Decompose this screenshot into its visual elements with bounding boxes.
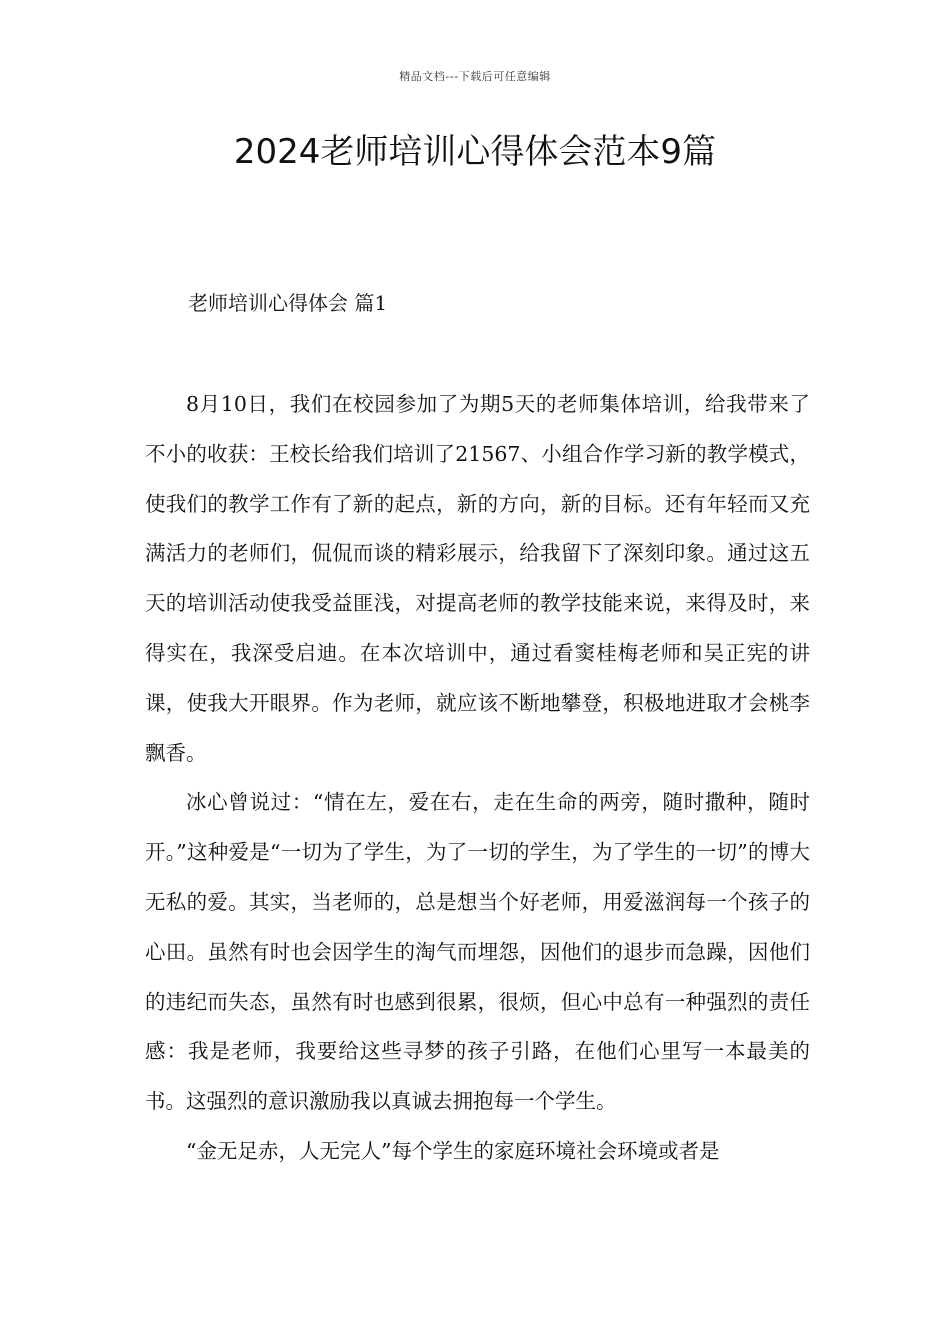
body-text — [145, 380, 810, 1177]
section-heading: 老师培训心得体会 篇1 — [188, 291, 388, 315]
paragraph-2: 冰心曾说过：“情在左，爱在右，走在生命的两旁，随时撒种，随时开。”这种爱是“一切为了学生，为了一切的学生，为了学生的一切”的博大无私的爱。其实，当老师的，总是想当个好老师，用爱滋润每一个孩子的心田。虽然有时也会因学生的淘气而埋怨，因他们的退步而急躁，因他们的违纪而失态，虽然有时也感到很累，很烦，但心中总有一种强烈的责任感：我是老师，我要给这些寻梦的孩子引路，在他们心里写一本最美的书。这强烈的意识激励我以真诚去拥抱每一个学生。 — [145, 790, 810, 1114]
paragraph-1: 8月10日，我们在校园参加了为期5天的老师集体培训，给我带来了不小的收获：王校长给我们培训了21567、小组合作学习新的教学模式，使我们的教学工作有了新的起点，新的方向，新的目标。还有年轻而又充满活力的老师们，侃侃而谈的精彩展示，给我留下了深刻印象。通过这五天的培训活动使我受益匪浅，对提高老师的教学技能来说，来得及时，来得实在，我深受启迪。在本次培训中，通过看窦桂梅老师和吴正宪的讲课，使我大开眼界。作为老师，就应该不断地攀登，积极地进取才会桃李飘香。 — [145, 392, 810, 765]
paragraph-3: “金无足赤，人无完人”每个学生的家庭环境社会环境或者是 — [186, 1138, 720, 1163]
header-watermark: 精品文档---下载后可任意编辑 — [399, 70, 551, 83]
document-title: 2024老师培训心得体会范本9篇 — [233, 132, 717, 172]
